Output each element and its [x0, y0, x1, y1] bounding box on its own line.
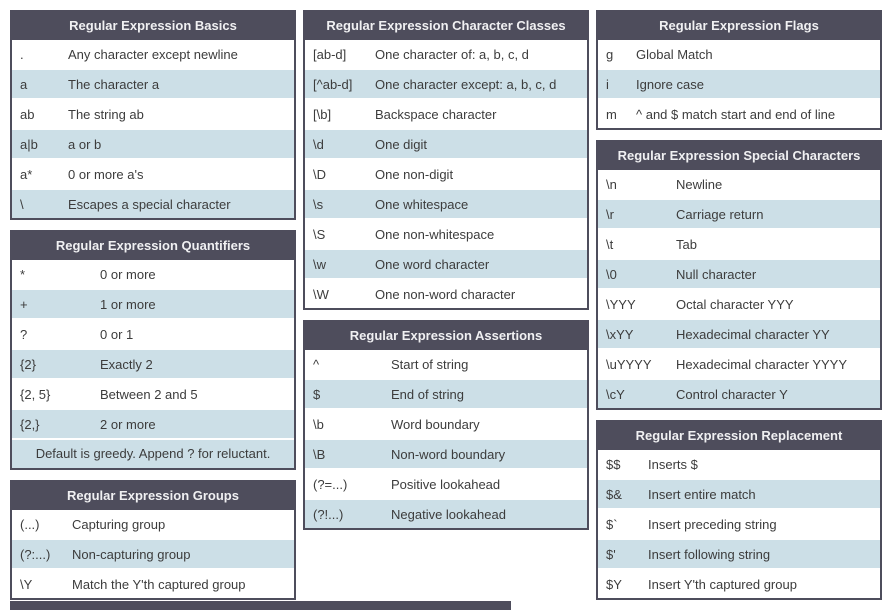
description-cell: 1 or more	[100, 296, 156, 312]
pattern-cell: ^	[313, 356, 320, 372]
pattern-cell: $&	[606, 486, 622, 502]
flags-table-body	[598, 40, 880, 128]
groups-table-title: Regular Expression Groups	[12, 482, 294, 510]
table-row	[305, 188, 587, 218]
description-cell: ^ and $ match start and end of line	[636, 106, 836, 122]
basics-table	[10, 10, 296, 220]
column-middle	[303, 10, 589, 530]
pattern-cell: \cY	[606, 386, 625, 402]
table-row	[598, 288, 880, 318]
columns-container	[10, 10, 882, 600]
description-cell: One non-whitespace	[375, 226, 495, 242]
basics-table-body	[12, 40, 294, 218]
description-cell: Any character except newline	[68, 46, 238, 62]
description-cell: One character except: a, b, c, d	[375, 76, 557, 92]
quantifiers-table-title: Regular Expression Quantifiers	[12, 232, 294, 260]
pattern-cell: +	[20, 296, 28, 312]
special-characters-table	[596, 140, 882, 410]
table-row	[12, 510, 294, 538]
table-row	[598, 538, 880, 568]
table-row	[305, 498, 587, 528]
table-row	[598, 348, 880, 378]
table-row	[305, 408, 587, 438]
column-right	[596, 10, 882, 600]
description-cell: Non-word boundary	[391, 446, 506, 462]
pattern-cell: \s	[313, 196, 324, 212]
description-cell: 2 or more	[100, 416, 156, 432]
description-cell: 0 or more	[100, 266, 156, 282]
quantifiers-table-body	[12, 260, 294, 438]
replacement-table	[596, 420, 882, 600]
table-row	[305, 128, 587, 158]
pattern-cell: [\b]	[313, 106, 332, 122]
pattern-cell: .	[20, 46, 24, 62]
flags-table-title: Regular Expression Flags	[598, 12, 880, 40]
table-row	[598, 450, 880, 478]
table-row	[12, 378, 294, 408]
table-row	[12, 188, 294, 218]
pattern-cell: \n	[606, 176, 617, 192]
pattern-cell: a*	[20, 166, 33, 182]
description-cell: a or b	[68, 136, 102, 152]
table-row	[12, 68, 294, 98]
table-row	[598, 98, 880, 128]
table-row	[598, 198, 880, 228]
table-row	[305, 158, 587, 188]
pattern-cell: \r	[606, 206, 614, 222]
pattern-cell: $`	[606, 516, 618, 532]
description-cell: Insert Y'th captured group	[648, 576, 797, 592]
table-row	[12, 568, 294, 598]
description-cell: Insert following string	[648, 546, 771, 562]
pattern-cell: \w	[313, 256, 326, 272]
quantifiers-table	[10, 230, 296, 470]
description-cell: One whitespace	[375, 196, 469, 212]
description-cell: Octal character YYY	[676, 296, 794, 312]
description-cell: The character a	[68, 76, 160, 92]
pattern-cell: {2}	[20, 356, 36, 372]
description-cell: One digit	[375, 136, 428, 152]
table-row	[598, 68, 880, 98]
pattern-cell: \S	[313, 226, 326, 242]
pattern-cell: (?!...)	[313, 506, 344, 522]
pattern-cell: a	[20, 76, 28, 92]
table-row	[598, 170, 880, 198]
pattern-cell: i	[606, 76, 609, 92]
table-row	[12, 40, 294, 68]
description-cell: Word boundary	[391, 416, 480, 432]
character-classes-table	[303, 10, 589, 310]
pattern-cell: \D	[313, 166, 326, 182]
pattern-cell: ?	[20, 326, 28, 342]
table-row	[12, 538, 294, 568]
table-row	[305, 438, 587, 468]
description-cell: Tab	[676, 236, 697, 252]
table-row	[598, 508, 880, 538]
table-row	[12, 98, 294, 128]
pattern-cell: [^ab-d]	[313, 76, 353, 92]
assertions-table-title: Regular Expression Assertions	[305, 322, 587, 350]
description-cell: Control character Y	[676, 386, 788, 402]
description-cell: Insert preceding string	[648, 516, 777, 532]
table-row	[598, 258, 880, 288]
column-left	[10, 10, 296, 600]
pattern-cell: \B	[313, 446, 326, 462]
table-row	[12, 348, 294, 378]
assertions-table-body	[305, 350, 587, 528]
table-row	[305, 278, 587, 308]
table-row	[12, 408, 294, 438]
table-row	[598, 478, 880, 508]
description-cell: One word character	[375, 256, 490, 272]
description-cell: Match the Y'th captured group	[72, 576, 246, 592]
description-cell: Inserts $	[648, 456, 698, 472]
cutoff-table-header-bar	[10, 601, 511, 610]
pattern-cell: m	[606, 106, 617, 122]
pattern-cell: \Y	[20, 576, 33, 592]
description-cell: Global Match	[636, 46, 713, 62]
table-row	[598, 40, 880, 68]
table-row	[12, 260, 294, 288]
table-row	[598, 318, 880, 348]
description-cell: Positive lookahead	[391, 476, 501, 492]
description-cell: Carriage return	[676, 206, 764, 222]
pattern-cell: \W	[313, 286, 329, 302]
description-cell: The string ab	[68, 106, 144, 122]
description-cell: Ignore case	[636, 76, 704, 92]
description-cell: Between 2 and 5	[100, 386, 198, 402]
description-cell: 0 or 1	[100, 326, 134, 342]
pattern-cell: \t	[606, 236, 614, 252]
description-cell: 0 or more a's	[68, 166, 144, 182]
description-cell: Backspace character	[375, 106, 497, 122]
pattern-cell: \d	[313, 136, 324, 152]
table-row	[12, 128, 294, 158]
quantifiers-footer-note: Default is greedy. Append ? for reluctant.	[12, 438, 294, 468]
description-cell: Hexadecimal character YY	[676, 326, 830, 342]
table-row	[305, 378, 587, 408]
description-cell: Negative lookahead	[391, 506, 506, 522]
pattern-cell: $Y	[606, 576, 622, 592]
table-row	[12, 318, 294, 348]
pattern-cell: (...)	[20, 516, 40, 532]
pattern-cell: {2,}	[20, 416, 40, 432]
table-row	[305, 468, 587, 498]
pattern-cell: $	[313, 386, 321, 402]
character-classes-table-body	[305, 40, 587, 308]
description-cell: One non-digit	[375, 166, 454, 182]
table-row	[598, 228, 880, 258]
pattern-cell: \xYY	[606, 326, 634, 342]
description-cell: Exactly 2	[100, 356, 153, 372]
pattern-cell: *	[20, 266, 26, 282]
description-cell: Newline	[676, 176, 723, 192]
pattern-cell: \0	[606, 266, 617, 282]
table-row	[598, 568, 880, 598]
pattern-cell: $$	[606, 456, 621, 472]
table-row	[305, 98, 587, 128]
description-cell: End of string	[391, 386, 464, 402]
table-row	[305, 350, 587, 378]
table-row	[12, 288, 294, 318]
pattern-cell: [ab-d]	[313, 46, 347, 62]
description-cell: One character of: a, b, c, d	[375, 46, 529, 62]
groups-table	[10, 480, 296, 600]
special-characters-table-body	[598, 170, 880, 408]
assertions-table	[303, 320, 589, 530]
description-cell: Capturing group	[72, 516, 166, 532]
special-characters-table-title: Regular Expression Special Characters	[598, 142, 880, 170]
pattern-cell: (?=...)	[313, 476, 348, 492]
description-cell: Insert entire match	[648, 486, 756, 502]
description-cell: Start of string	[391, 356, 469, 372]
character-classes-table-title: Regular Expression Character Classes	[305, 12, 587, 40]
pattern-cell: (?:...)	[20, 546, 51, 562]
pattern-cell: {2, 5}	[20, 386, 51, 402]
description-cell: One non-word character	[375, 286, 516, 302]
description-cell: Non-capturing group	[72, 546, 191, 562]
table-row	[12, 158, 294, 188]
table-row	[305, 68, 587, 98]
description-cell: Hexadecimal character YYYY	[676, 356, 848, 372]
pattern-cell: \	[20, 196, 24, 212]
table-row	[305, 248, 587, 278]
basics-table-title: Regular Expression Basics	[12, 12, 294, 40]
pattern-cell: \YYY	[606, 296, 636, 312]
groups-table-body	[12, 510, 294, 598]
replacement-table-body	[598, 450, 880, 598]
pattern-cell: ab	[20, 106, 35, 122]
table-row	[305, 218, 587, 248]
pattern-cell: a|b	[20, 136, 38, 152]
pattern-cell: \b	[313, 416, 324, 432]
table-row	[598, 378, 880, 408]
replacement-table-title: Regular Expression Replacement	[598, 422, 880, 450]
pattern-cell: $'	[606, 546, 616, 562]
pattern-cell: g	[606, 46, 614, 62]
description-cell: Escapes a special character	[68, 196, 231, 212]
flags-table	[596, 10, 882, 130]
pattern-cell: \uYYYY	[606, 356, 652, 372]
table-row	[305, 40, 587, 68]
description-cell: Null character	[676, 266, 757, 282]
